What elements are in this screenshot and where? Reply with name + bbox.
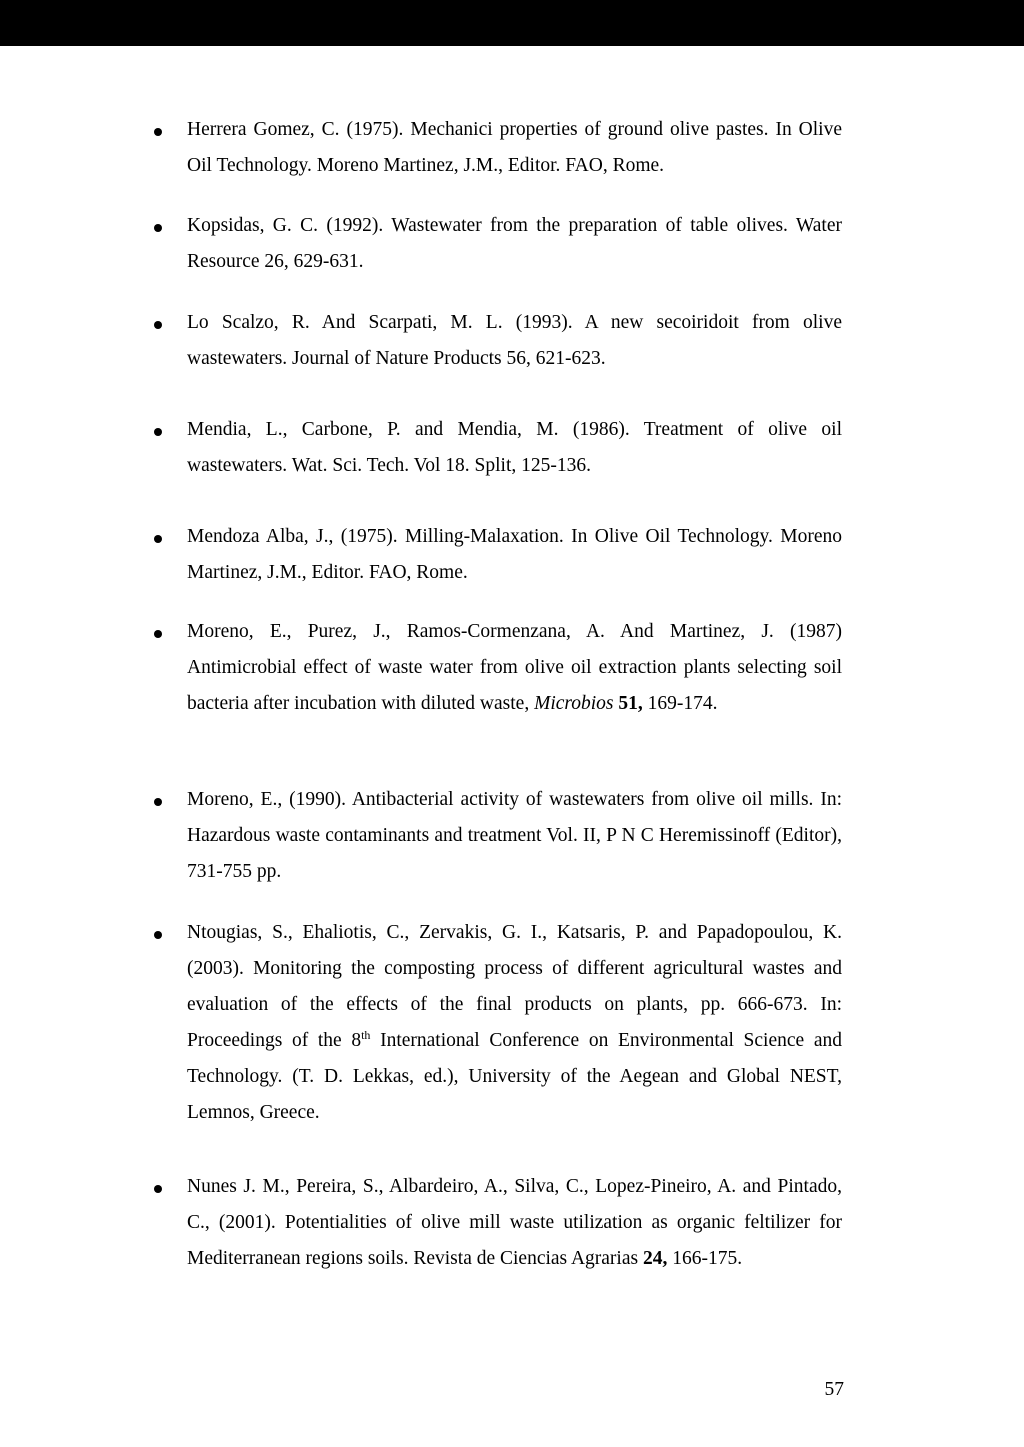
bullet-icon — [154, 224, 162, 232]
reference-text: Ntougias, S., Ehaliotis, C., Zervakis, G. I., Katsaris, P. and Papadopoulou, K. (2003). Monitoring the composting process of different agricultural wastes and evaluation of the effects of the final products on plants, pp. 666-673. In: Proceedings of the 8 — [187, 922, 842, 1051]
reference-text: Nunes J. M., Pereira, S., Albardeiro, A., Silva, C., Lopez-Pineiro, A. and Pintado, C., (2001). Potentialities of olive mill waste utilization as organic feltilizer for Mediterranean regions soils. Revista de Ciencias Agrarias — [187, 1176, 842, 1269]
reference-item — [187, 614, 842, 722]
reference-text: Herrera Gomez, C. (1975). Mechanici properties of ground olive pastes. In Olive Oil Technology. Moreno Martinez, J.M., Editor. FAO, Rome. — [187, 119, 842, 176]
bullet-icon — [154, 798, 162, 806]
bullet-icon — [154, 428, 162, 436]
reference-item — [187, 915, 842, 1131]
reference-item — [187, 112, 842, 184]
reference-text: Moreno, E., (1990). Antibacterial activity of wastewaters from olive oil mills. In: Hazardous waste contaminants and treatment Vol. II, P N C Heremissinoff (Editor), 731-755 pp. — [187, 789, 842, 882]
reference-volume: 24, — [642, 1248, 668, 1269]
superscript-ordinal: th — [361, 1028, 371, 1042]
reference-text: Kopsidas, G. C. (1992). Wastewater from the preparation of table olives. Water Resource 26, 629-631. — [187, 215, 842, 272]
reference-pages: 166-175. — [667, 1248, 743, 1269]
reference-journal: Microbios — [534, 693, 614, 714]
reference-text: Moreno, E., Purez, J., Ramos-Cormenzana, A. And Martinez, J. (1987) Antimicrobial effect of waste water from olive oil extraction plants selecting soil bacteria after incubation with diluted waste, — [187, 621, 842, 714]
reference-volume: 51, — [618, 693, 643, 714]
reference-text: Lo Scalzo, R. And Scarpati, M. L. (1993). A new secoiridoit from olive wastewaters. Journal of Nature Products 56, 621-623. — [187, 312, 842, 369]
bullet-icon — [154, 128, 162, 136]
bullet-icon — [154, 535, 162, 543]
reference-item — [187, 519, 842, 591]
reference-item — [187, 412, 842, 484]
bullet-icon — [154, 630, 162, 638]
bullet-icon — [154, 931, 162, 939]
reference-text: Mendoza Alba, J., (1975). Milling-Malaxation. In Olive Oil Technology. Moreno Martinez, J.M., Editor. FAO, Rome. — [187, 526, 842, 583]
bullet-icon — [154, 1185, 162, 1193]
scan-top-band — [0, 0, 1024, 46]
reference-item — [187, 305, 842, 377]
bullet-icon — [154, 321, 162, 329]
page-number: 57 — [824, 1379, 844, 1400]
reference-text-continued: International Conference on Environmental Science and Technology. (T. D. Lekkas, ed.), University of the Aegean and Global NEST, Lemnos, Greece. — [187, 1030, 842, 1123]
reference-text: Mendia, L., Carbone, P. and Mendia, M. (1986). Treatment of olive oil wastewaters. Wat. Sci. Tech. Vol 18. Split, 125-136. — [187, 419, 842, 476]
reference-item — [187, 782, 842, 890]
reference-item — [187, 1169, 842, 1277]
reference-pages: 169-174. — [642, 693, 718, 714]
reference-item — [187, 208, 842, 280]
